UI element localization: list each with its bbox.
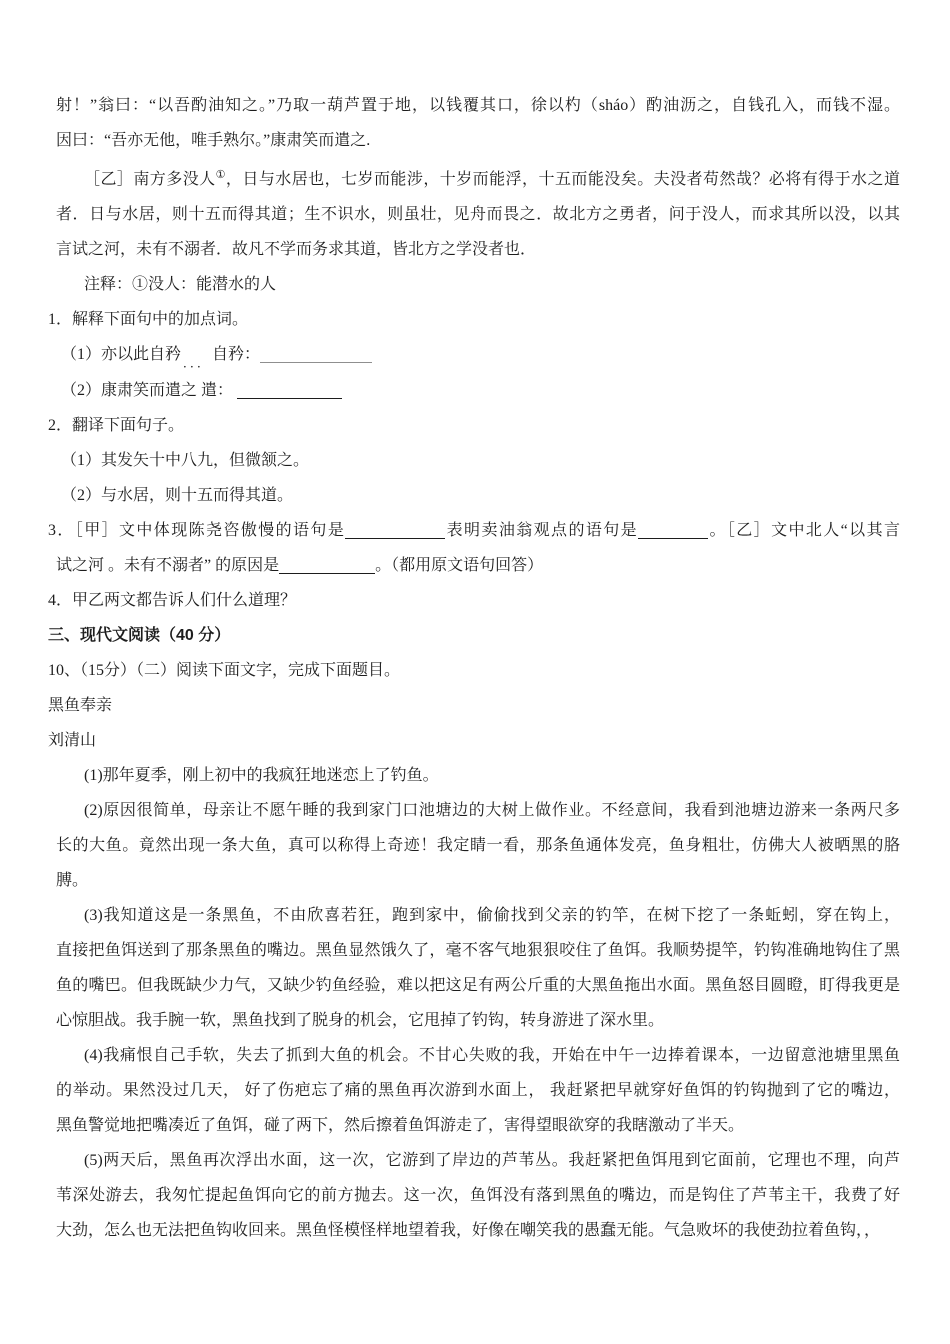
passage-yi-text-pre: ［乙］南方多没人 bbox=[84, 171, 216, 188]
passage-yi-line-2: 者．日与水居，则十五而得其道；生不识水，则虽壮，见舟而畏之．故北方之勇者，问于没人，而求其所以没，以其 bbox=[56, 206, 900, 223]
emphasis-dots: ．．． bbox=[183, 356, 211, 370]
question-2-stem: 2．翻译下面句子。 bbox=[48, 417, 185, 434]
question-3-text-3: 。［乙］文中北人“以其言 bbox=[708, 522, 900, 539]
passage-jia-line-1: 射！”翁曰：“以吾酌油知之。”乃取一葫芦置于地，以钱覆其口，徐以杓（sháo）酌油沥之，自钱孔入，而钱不湿。 bbox=[56, 97, 900, 114]
answer-blank bbox=[345, 524, 445, 539]
question-2-item-1: （1）其发矢十中八九，但微颔之。 bbox=[61, 452, 310, 469]
question-3-text-2: 表明卖油翁观点的语句是 bbox=[445, 522, 639, 539]
question-1-stem: 1．解释下面句中的加点词。 bbox=[48, 311, 249, 328]
question-1-item-1 bbox=[61, 337, 900, 373]
essay-paragraph-3-line: (3)我知道这是一条黑鱼，不由欣喜若狂，跑到家中，偷偷找到父亲的钓竿，在树下挖了一条蚯蚓，穿在钩上， bbox=[84, 907, 900, 924]
essay-paragraph-1: (1)那年夏季，刚上初中的我疯狂地迷恋上了钓鱼。 bbox=[84, 767, 439, 784]
essay-paragraph-3-line: 直接把鱼饵送到了那条黑鱼的嘴边。黑鱼显然饿久了，毫不客气地狠狠咬住了鱼饵。我顺势提竿，钓钩准确地钩住了黑 bbox=[56, 942, 900, 959]
essay-paragraph-5-line: 苇深处游去，我匆忙提起鱼饵向它的前方抛去。这一次，鱼饵没有落到黑鱼的嘴边，而是钩住了芦苇主干，我费了好 bbox=[56, 1187, 900, 1204]
answer-blank bbox=[260, 348, 372, 363]
passage-yi-line-3: 言试之河，未有不溺者．故凡不学而务求其道，皆北方之学没者也． bbox=[56, 241, 537, 258]
footnote-marker: ① bbox=[215, 169, 226, 181]
question-1-item-1-label: 自矜： bbox=[212, 346, 261, 363]
question-3-line-2 bbox=[56, 548, 900, 583]
essay-paragraph-5-line: (5)两天后，黑鱼再次浮出水面，这一次，它游到了岸边的芦苇丛。我赶紧把鱼饵甩到它面前，它理也不理，向芦 bbox=[84, 1152, 900, 1169]
essay-paragraph-3-line: 心惊胆战。我手腕一软，黑鱼找到了脱身的机会，它甩掉了钓钩，转身游进了深水里。 bbox=[56, 1012, 665, 1029]
essay-paragraph-3-line: 鱼的嘴巴。但我既缺少力气，又缺少钓鱼经验，难以把这足有两公斤重的大黑鱼拖出水面。黑鱼怒目圆瞪，盯得我更是 bbox=[56, 977, 900, 994]
passage-yi-line-1 bbox=[56, 158, 900, 197]
essay-paragraph-4-line: (4)我痛恨自己手软，失去了抓到大鱼的机会。不甘心失败的我，开始在中午一边捧着课本，一边留意池塘里黑鱼 bbox=[84, 1047, 900, 1064]
question-2-item-2: （2）与水居，则十五而得其道。 bbox=[61, 487, 294, 504]
question-1-item-1-text: （1）亦以此自矜 bbox=[61, 346, 182, 363]
essay-paragraph-2-line: (2)原因很简单，母亲让不愿午睡的我到家门口池塘边的大树上做作业。不经意间，我看到池塘边游来一条两尺多 bbox=[84, 802, 900, 819]
essay-author: 刘清山 bbox=[48, 732, 97, 749]
question-3-text-4: 试之河 。未有不溺者” 的原因是 bbox=[56, 557, 280, 574]
answer-blank bbox=[237, 384, 342, 399]
question-4-stem: 4．甲乙两文都告诉人们什么道理？ bbox=[48, 592, 297, 609]
question-3-text-1: 3．［甲］文中体现陈尧咨傲慢的语句是 bbox=[48, 522, 346, 539]
passage-yi-text-rest: ，日与水居也，七岁而能涉，十岁而能浮，十五而能没矣。夫没者苟然哉？必将有得于水之道 bbox=[225, 171, 900, 188]
question-3-line-1 bbox=[48, 513, 900, 548]
section-3-header: 三、现代文阅读（40 分） bbox=[48, 627, 231, 644]
essay-paragraph-4-line: 的举动。果然没过几天， 好了伤疤忘了痛的黑鱼再次游到水面上， 我赶紧把早就穿好鱼饵的钓钩抛到了它的嘴边， bbox=[56, 1082, 900, 1099]
passage-jia-line-2: 因曰：“吾亦无他，唯手熟尔。”康肃笑而遣之. bbox=[56, 132, 371, 149]
answer-blank bbox=[279, 559, 375, 574]
footnote: 注释：①没人：能潜水的人 bbox=[84, 276, 277, 293]
essay-paragraph-2-line: 膊。 bbox=[56, 872, 89, 889]
essay-title: 黑鱼奉亲 bbox=[48, 697, 113, 714]
answer-blank bbox=[638, 524, 708, 539]
essay-paragraph-4-line: 黑鱼警觉地把嘴凑近了鱼饵，碰了两下，然后擦着鱼饵游走了，害得望眼欲穿的我瞎激动了半天。 bbox=[56, 1117, 745, 1134]
question-1-item-2-text: （2）康肃笑而遣之 遣： bbox=[61, 382, 234, 399]
essay-paragraph-5-line: 大劲，怎么也无法把鱼钩收回来。黑鱼怪模怪样地望着我，好像在嘲笑我的愚蠢无能。气急败坏的我使劲拉着鱼钩，， bbox=[56, 1222, 881, 1239]
essay-paragraph-2-line: 长的大鱼。竟然出现一条大鱼，真可以称得上奇迹！我定睛一看，那条鱼通体发亮，鱼身粗壮，仿佛大人被晒黑的胳 bbox=[56, 837, 900, 854]
question-10-stem: 10、（15分）（二）阅读下面文字，完成下面题目。 bbox=[48, 662, 401, 679]
question-3-text-5: 。（都用原文语句回答） bbox=[375, 557, 544, 574]
